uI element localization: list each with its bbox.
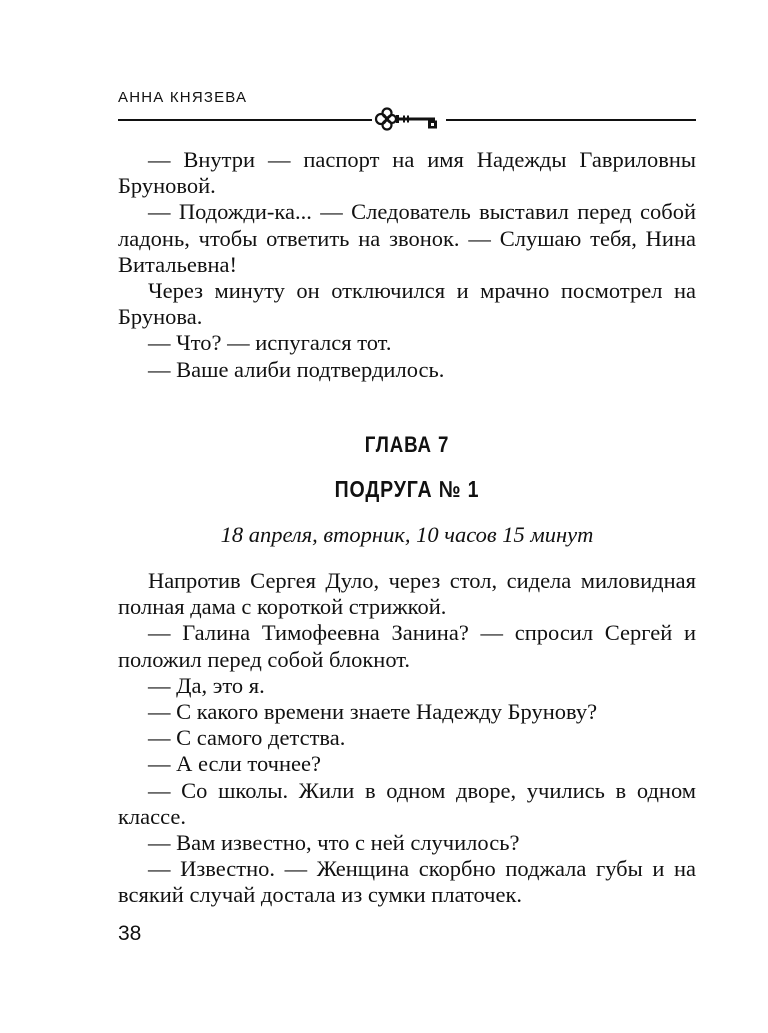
running-head: АННА КНЯЗЕВА [118, 89, 248, 106]
paragraph: — Подожди-ка... — Следователь выставил перед собой ладонь, чтобы ответить на звонок. — Слушаю тебя, Нина Витальевна! [118, 199, 696, 277]
paragraph: — Ваше алиби подтвердилось. [148, 356, 445, 382]
key-icon [372, 104, 446, 134]
paragraph: — С какого времени знаете Надежду Брунову? [148, 699, 598, 725]
paragraph: — А если точнее? [148, 751, 321, 777]
paragraph: — Со школы. Жили в одном дворе, учились в одном классе. [118, 777, 696, 829]
chapter-title: ГЛАВА 7 [364, 432, 450, 457]
top-text-block [118, 147, 696, 383]
chapter-subtitle: ПОДРУГА № 1 [334, 476, 480, 502]
paragraph: Через минуту он отключился и мрачно посмотрел на Брунова. [118, 278, 696, 330]
paragraph: — Внутри — паспорт на имя Надежды Гавриловны Бруновой. [118, 147, 696, 199]
paragraph: — С самого детства. [148, 725, 346, 751]
paragraph: — Да, это я. [148, 672, 265, 698]
paragraph: — Что? — испугался тот. [148, 330, 392, 356]
bottom-text-block [118, 568, 696, 909]
paragraph: — Вам известно, что с ней случилось? [148, 830, 520, 856]
paragraph: — Известно. — Женщина скорбно поджала губы и на всякий случай достала из сумки платочек. [118, 856, 696, 908]
paragraph: Напротив Сергея Дуло, через стол, сидела миловидная полная дама с короткой стрижкой. [118, 568, 696, 620]
paragraph: — Галина Тимофеевна Занина? — спросил Сергей и положил перед собой блокнот. [118, 620, 696, 672]
chapter-dateline: 18 апреля, вторник, 10 часов 15 минут [220, 522, 594, 547]
page-number: 38 [118, 922, 142, 945]
